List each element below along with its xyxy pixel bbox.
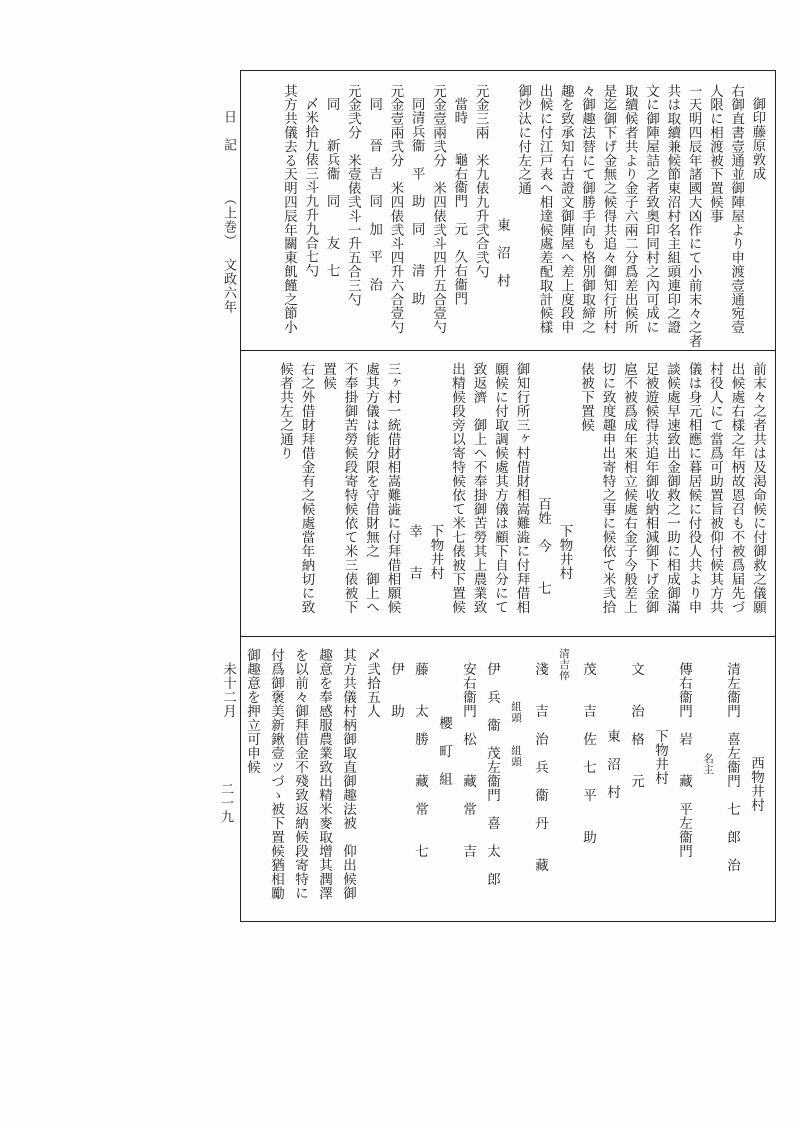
date-line: 未十二月 xyxy=(220,661,236,718)
text-line: 名主 xyxy=(702,753,714,775)
text-line: 右之外借財拜借金有之候處當年納切に致 xyxy=(298,362,315,614)
text-line: 同 新兵衞 同 友 七 xyxy=(324,97,340,279)
text-line: 致返濟 御上へ不奉掛御苦勞其上農業致 xyxy=(470,362,487,614)
text-line: 其方共儀村柄御取直御趣法被 仰出候御 xyxy=(340,648,356,900)
text-line: 出精候段旁以寄特候依て米七俵被下置候 xyxy=(449,362,465,614)
village-heading: 下物井村 xyxy=(652,729,668,785)
text-line: 同 晉 吉 同 加 平 治 xyxy=(366,97,382,292)
tier-divider-lower xyxy=(240,636,776,637)
text-line: 元金三兩 米九俵九升弐合弐勺 xyxy=(473,84,489,279)
text-line: 右御直書壹通並御陣屋より申渡壹通宛壹 xyxy=(728,84,744,335)
text-tier-upper xyxy=(240,78,776,349)
text-line: 清左衞門 喜左衞門 七 郎 治 xyxy=(724,661,740,872)
text-line: 出候處右樣之年柄故恩召も不被爲届先づ xyxy=(728,362,745,614)
text-line: 藤 太 勝 藏 常 七 xyxy=(412,661,428,858)
text-line: 俵被下置候 xyxy=(578,362,594,432)
text-line: 御沙汰に付左之通 xyxy=(515,84,531,196)
text-line: 趣を致承知右古證文御陣屋へ差上度段申 xyxy=(558,84,574,335)
text-line: 候者共左之通り xyxy=(277,362,293,460)
page-number: 二一九 xyxy=(218,782,233,824)
text-line: 願候に付取調候處其方儀は顧下自分にて xyxy=(492,362,508,614)
text-line: 元金壹兩弐分 米四俵弐斗四升五合壹勺 xyxy=(430,84,446,335)
text-line: 〆米拾九俵三斗九升九合七勺 xyxy=(302,97,318,279)
text-line: 御印藤原敦成 xyxy=(750,97,765,181)
text-line: を以前々御拜借金不殘致返納候段寄特に xyxy=(292,648,308,900)
header-era-year: 文政六年 xyxy=(221,258,236,314)
text-line: 傳右衞門 岩 藏 平左衞門 xyxy=(676,661,692,858)
text-tier-middle xyxy=(240,356,776,632)
text-line: 元金壹兩弐分 米四俵弐斗四升六合壹勺 xyxy=(387,84,403,335)
tier-upper-columns xyxy=(248,84,768,349)
text-line: 伊 助 xyxy=(388,661,404,718)
text-line: 足被遊候得共追年御收納相減御下げ金御 xyxy=(642,362,659,614)
text-line: 清吉倅 xyxy=(558,648,570,681)
text-line: 切に致度趣申出寄特之事に候依て米弐拾 xyxy=(599,362,616,614)
header-volume-part: （上巻） xyxy=(221,192,236,248)
text-line: 茂 吉 佐 七 平 助 xyxy=(580,661,596,844)
text-line: 〆弐拾五人 xyxy=(364,648,380,718)
text-line: 同清兵衞 平 助 同 清 助 xyxy=(409,97,425,306)
village-heading: 東 沼 村 xyxy=(494,218,510,288)
text-line: 淺 吉 治 兵 衞 丹 藏 xyxy=(532,661,548,872)
text-line: 前末々之者共は及渇命候に付御救之儀願 xyxy=(750,362,766,614)
text-line: 元金弐分 米壹俵弐斗一升五合三勺 xyxy=(345,84,361,307)
village-heading: 櫻 町 組 xyxy=(436,715,452,786)
text-line: 是迄御下げ金無之候得共追々御知行所村 xyxy=(600,84,616,335)
text-line: 扈不被爲成年來相立候處右金子今般差上 xyxy=(621,362,637,614)
text-line: 文 治 格 元 xyxy=(628,661,644,788)
text-line: 處其方儀は能分限を守借財無之 御上へ xyxy=(363,362,379,614)
text-line: 村役人にて當爲可助置旨被仰付候其方共 xyxy=(707,362,723,614)
tier-middle-columns xyxy=(248,362,768,628)
text-line: 組頭 組頭 xyxy=(510,700,522,767)
text-line: 其方共儀去る天明四辰年關東飢饉之節小 xyxy=(281,84,297,335)
text-line: 置候 xyxy=(320,362,336,390)
text-line: 取續候者共より金子六兩二分爲差出候所 xyxy=(622,84,638,335)
text-line: 々御趣法替にて御勝手向も格別御取締之 xyxy=(579,84,595,335)
text-line: 共は取續兼候節東沼村名主組頭連印之證 xyxy=(664,84,680,335)
text-line: 儀は身元相應に暮居候に付役人共より申 xyxy=(685,362,702,614)
text-line: 百姓 今 七 xyxy=(535,497,551,595)
text-line: 談候處早速致出金御救之一助に相成御滿 xyxy=(664,362,680,614)
village-heading: 下物井村 xyxy=(427,524,444,580)
text-line: 出候に付江戸表へ相達候處差配取計候樣 xyxy=(537,84,553,335)
tier-divider-upper xyxy=(240,350,776,351)
running-header xyxy=(219,110,238,314)
text-line: 不奉掛御苦勞候段寄特候依て米三俵被下 xyxy=(341,362,358,614)
text-line: 御趣意を押立可申候 xyxy=(244,648,260,774)
text-line: 御知行所三ヶ村借財相嵩難澁に付拜借相 xyxy=(513,362,530,614)
text-line: 當時 龜右衞門 元 久右衞門 xyxy=(451,97,467,306)
village-heading: 西物井村 xyxy=(748,756,764,812)
text-line: 幸 吉 xyxy=(406,524,422,580)
text-line: 伊 兵 衞 茂左衞門 喜 太 郎 xyxy=(484,661,500,886)
text-line: 三ヶ村一統借財相嵩難澁に付拜借相願候 xyxy=(384,362,401,614)
text-line: 人限に相渡被下置候事 xyxy=(707,84,723,223)
text-line: 一天明四辰年諸國大凶作にて小前末々之者 xyxy=(686,84,702,349)
text-line: 付爲御褒美新鍬壹ツづゝ被下置候猶相勵 xyxy=(268,648,284,900)
text-line: 安右衞門 松 藏 常 吉 xyxy=(460,661,476,858)
text-line: 文に御陣屋詰之者致奥印同村之內可成に xyxy=(643,84,659,335)
village-heading: 東 沼 村 xyxy=(604,729,620,799)
header-volume-label: 日 記 xyxy=(221,110,236,152)
text-line: 趣意を奉感服農業致出精米麥取增其潤澤 xyxy=(316,648,332,900)
village-heading: 下物井村 xyxy=(556,524,573,580)
